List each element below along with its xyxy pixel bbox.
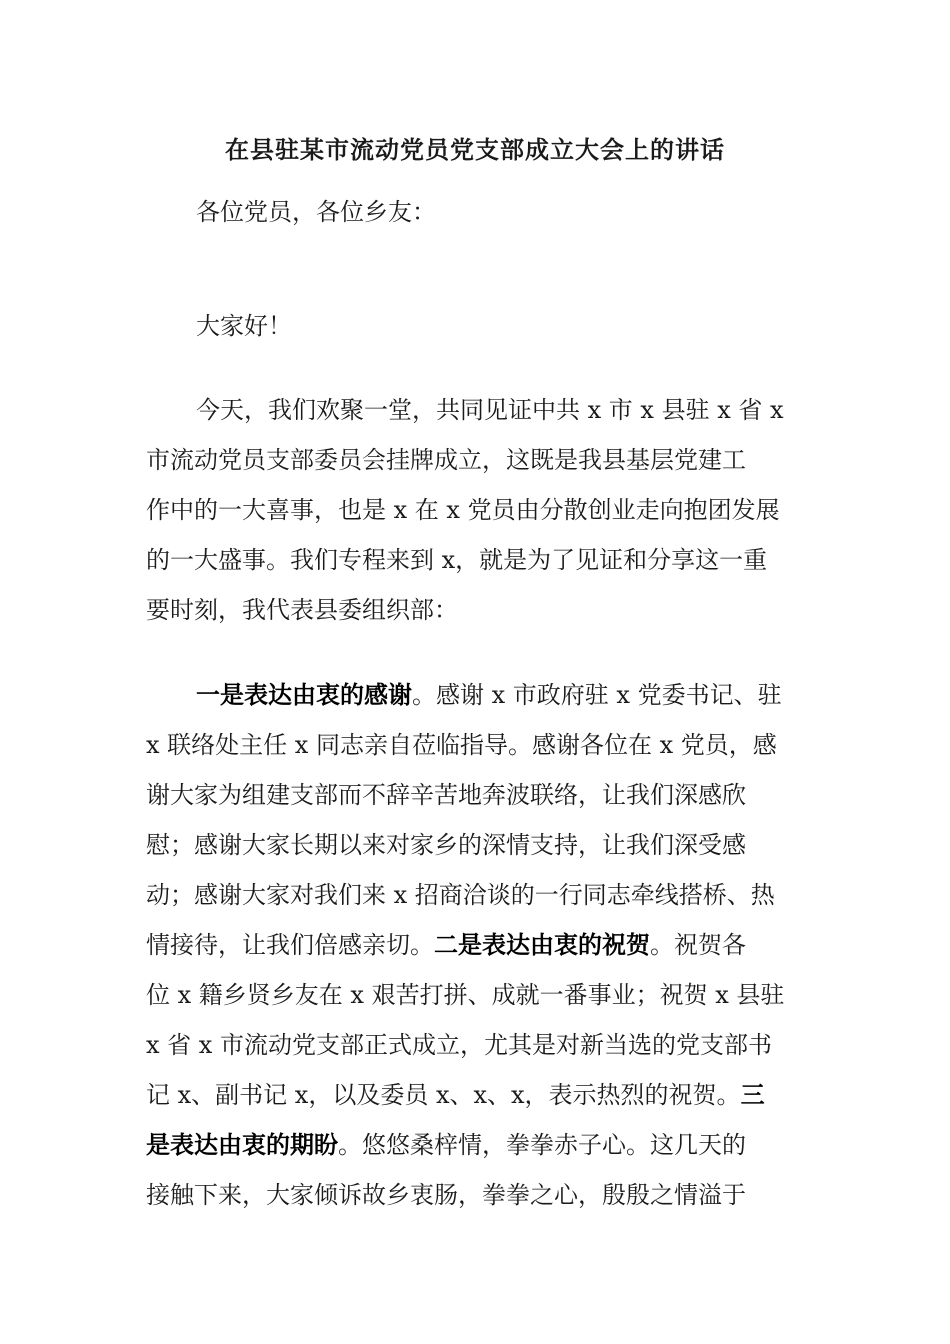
- para1-line: 作中的一大喜事，也是 x 在 x 党员由分散创业走向抱团发展: [146, 496, 780, 524]
- para2-line: x 省 x 市流动党支部正式成立，尤其是对新当选的党支部书: [146, 1031, 772, 1059]
- para1-line: 要时刻，我代表县委组织部：: [146, 596, 458, 624]
- para1-line: 的一大盛事。我们专程来到 x，就是为了见证和分享这一重: [146, 546, 768, 574]
- para2-line: 记 x、副书记 x，以及委员 x、x、x，表示热烈的祝贺。三: [146, 1080, 765, 1109]
- para1-line: 市流动党员支部委员会挂牌成立，这既是我县基层党建工: [146, 446, 746, 474]
- para2-line: 一是表达由衷的感谢。感谢 x 市政府驻 x 党委书记、驻: [196, 680, 782, 709]
- para2-line: 慰；感谢大家长期以来对家乡的深情支持，让我们深受感: [146, 831, 746, 859]
- bold-heading: 三: [740, 1080, 765, 1109]
- para2-line: x 联络处主任 x 同志亲自莅临指导。感谢各位在 x 党员，感: [146, 731, 777, 759]
- bold-heading: 二是表达由衷的祝贺: [434, 930, 650, 959]
- para2-line: 动；感谢大家对我们来 x 招商洽谈的一行同志牵线搭桥、热: [146, 881, 775, 909]
- para1-line: 今天，我们欢聚一堂，共同见证中共 x 市 x 县驻 x 省 x: [196, 396, 784, 424]
- para2-line: 谢大家为组建支部而不辞辛苦地奔波联络，让我们深感欣: [146, 781, 746, 809]
- para2-line: 接触下来，大家倾诉故乡衷肠，拳拳之心，殷殷之情溢于: [146, 1181, 746, 1209]
- para2-line: 情接待，让我们倍感亲切。二是表达由衷的祝贺。祝贺各: [146, 930, 746, 959]
- para2-line: 位 x 籍乡贤乡友在 x 艰苦打拼、成就一番事业；祝贺 x 县驻: [146, 981, 785, 1009]
- greeting: 大家好！: [196, 312, 292, 340]
- salutation: 各位党员，各位乡友：: [196, 198, 436, 226]
- bold-heading: 一是表达由衷的感谢: [196, 680, 412, 709]
- bold-heading: 是表达由衷的期盼: [146, 1130, 338, 1159]
- document-title: 在县驻某市流动党员党支部成立大会上的讲话: [225, 135, 725, 164]
- para2-line: 是表达由衷的期盼。悠悠桑梓情，拳拳赤子心。这几天的: [146, 1130, 746, 1159]
